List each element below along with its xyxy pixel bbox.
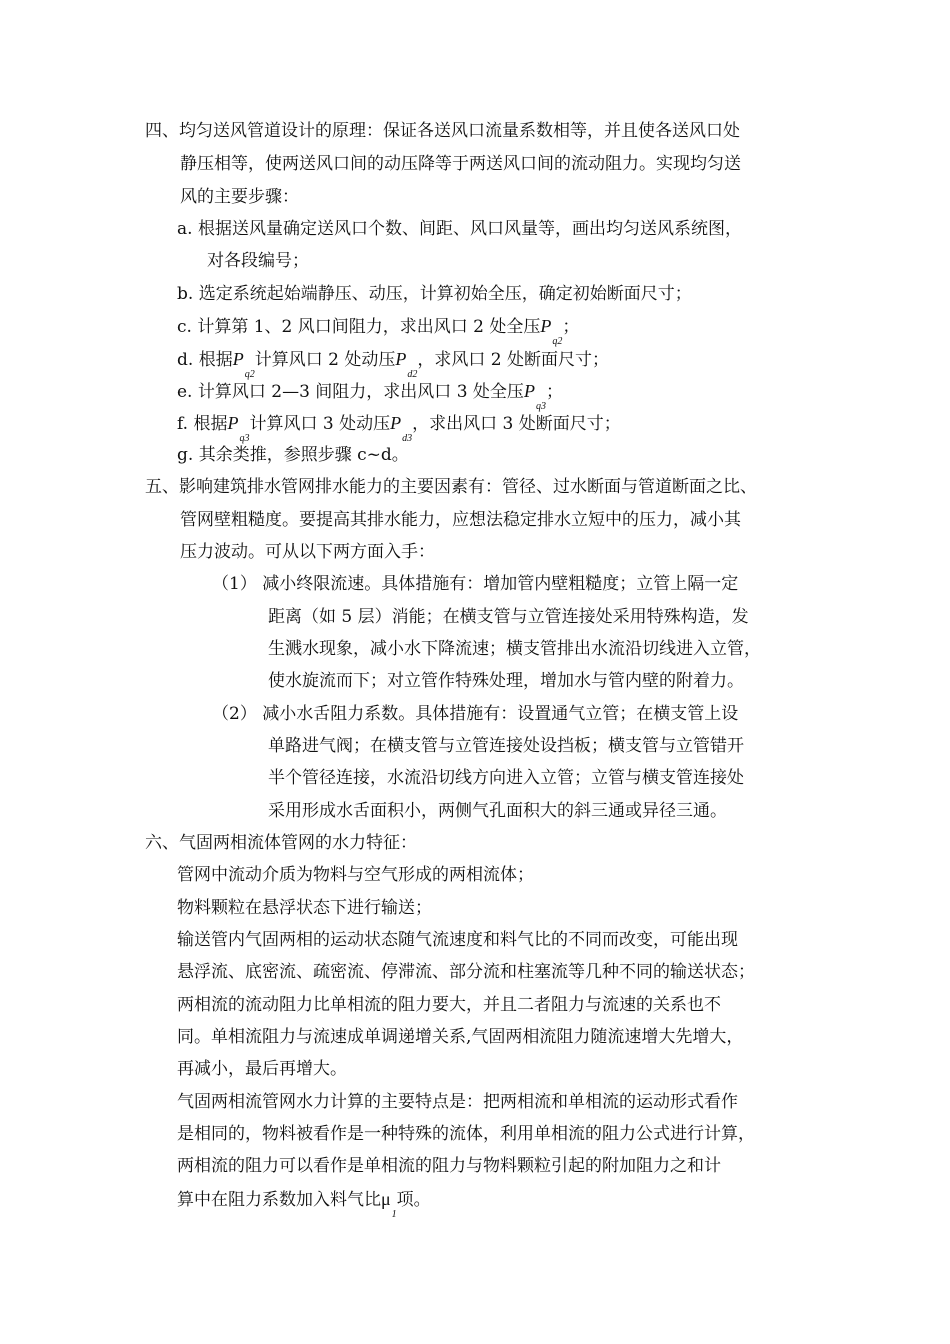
item-2-line-3: 半个管径连接，水流沿切线方向进入立管；立管与横支管连接处 xyxy=(268,768,744,788)
step-f xyxy=(177,412,621,444)
item-1-line-3: 生溅水现象，减小水下降流速；横支管排出水流沿切线进入立管， xyxy=(268,639,761,659)
step-e-text: e. 计算风口 2—3 间阻力，求出风口 3 处全压 xyxy=(177,382,524,402)
section-6-point-5-line-2: 是相同的，物料被看作是一种特殊的流体，利用单相流的阻力公式进行计算， xyxy=(177,1124,755,1144)
item-2-line-4: 采用形成水舌面积小，两侧气孔面积大的斜三通或异径三通。 xyxy=(268,801,727,821)
step-f-text-1: f. 根据 xyxy=(177,414,228,434)
section-5-line-1: 五、影响建筑排水管网排水能力的主要因素有：管径、过水断面与管道断面之比、 xyxy=(145,477,757,497)
step-f-text-2: 计算风口 3 处动压 xyxy=(249,414,391,434)
item-1-line-1: （1） 减小终限流速。具体措施有：增加管内壁粗糙度；立管上隔一定 xyxy=(212,574,739,594)
step-d-text-3: ，求风口 2 处断面尺寸； xyxy=(417,350,609,370)
step-f-text-3: ，求出风口 3 处断面尺寸； xyxy=(412,414,621,434)
section-6-point-5-end: 项。 xyxy=(396,1190,431,1210)
subscript-q3: q3 xyxy=(535,401,546,412)
section-6-point-2: 物料颗粒在悬浮状态下进行输送； xyxy=(177,898,432,918)
step-c-end: ； xyxy=(562,317,580,337)
section-5-line-3: 压力波动。可从以下两方面入手： xyxy=(180,542,435,562)
item-2-line-1: （2） 减小水舌阻力系数。具体措施有：设置通气立管；在横支管上设 xyxy=(212,704,739,724)
section-6-point-5-line-3: 两相流的阻力可以看作是单相流的阻力与物料颗粒引起的附加阻力之和计 xyxy=(177,1156,721,1176)
symbol-p: P xyxy=(232,349,244,369)
section-6-point-4-line-3: 再减小，最后再增大。 xyxy=(177,1059,347,1079)
section-6-point-5-text: 算中在阻力系数加入料气比 xyxy=(177,1190,381,1210)
item-1-line-2: 距离（如 5 层）消能；在横支管与立管连接处采用特殊构造，发 xyxy=(268,607,749,627)
section-6-point-4-line-1: 两相流的流动阻力比单相流的阻力要大，并且二者阻力与流速的关系也不 xyxy=(177,995,721,1015)
section-6-point-5-line-4 xyxy=(177,1188,431,1220)
item-2-line-2: 单路进气阀；在横支管与立管连接处设挡板；横支管与立管错开 xyxy=(268,736,744,756)
step-a-line-1: a. 根据送风量确定送风口个数、间距、风口风量等，画出均匀送风系统图， xyxy=(177,219,742,239)
section-4-line-1: 四、均匀送风管道设计的原理：保证各送风口流量系数相等，并且使各送风口处 xyxy=(145,121,740,141)
section-5-line-2: 管网壁粗糙度。要提高其排水能力，应想法稳定排水立短中的压力，减小其 xyxy=(180,510,741,530)
step-d xyxy=(177,348,609,380)
section-6-point-1: 管网中流动介质为物料与空气形成的两相流体； xyxy=(177,865,534,885)
symbol-p: P xyxy=(523,381,535,401)
subscript-1: 1 xyxy=(391,1209,397,1220)
step-d-text-1: d. 根据 xyxy=(177,350,233,370)
section-6-heading: 六、气固两相流体管网的水力特征： xyxy=(145,833,417,853)
step-d-text-2: 计算风口 2 处动压 xyxy=(254,350,396,370)
section-6-point-4-line-2: 同。单相流阻力与流速成单调递增关系,气固两相流阻力随流速增大先增大， xyxy=(177,1027,744,1047)
subscript-d3: d3 xyxy=(402,433,413,444)
subscript-q3: q3 xyxy=(239,433,250,444)
symbol-p: P xyxy=(390,413,402,433)
step-a-line-2: 对各段编号； xyxy=(207,251,309,271)
section-4-line-2: 静压相等，使两送风口间的动压降等于两送风口间的流动阻力。实现均匀送 xyxy=(180,154,741,174)
section-6-point-3-line-1: 输送管内气固两相的运动状态随气流速度和料气比的不同而改变，可能出现 xyxy=(177,930,738,950)
symbol-p: P xyxy=(395,349,407,369)
section-4-line-3: 风的主要步骤： xyxy=(180,187,299,207)
symbol-p: P xyxy=(540,316,552,336)
step-c-text: c. 计算第 1、2 风口间阻力，求出风口 2 处全压 xyxy=(177,317,541,337)
subscript-q2: q2 xyxy=(244,369,255,380)
step-e-end: ； xyxy=(545,382,563,402)
section-6-point-3-line-2: 悬浮流、底密流、疏密流、停滞流、部分流和柱塞流等几种不同的输送状态； xyxy=(177,962,755,982)
subscript-q2: q2 xyxy=(552,336,563,347)
symbol-mu: μ xyxy=(381,1189,391,1209)
step-e xyxy=(177,380,563,412)
step-c xyxy=(177,315,580,347)
item-1-line-4: 使水旋流而下；对立管作特殊处理，增加水与管内壁的附着力。 xyxy=(268,671,744,691)
step-b: b. 选定系统起始端静压、动压，计算初始全压，确定初始断面尺寸； xyxy=(177,284,692,304)
section-6-point-5-line-1: 气固两相流管网水力计算的主要特点是：把两相流和单相流的运动形式看作 xyxy=(177,1092,738,1112)
subscript-d2: d2 xyxy=(407,369,418,380)
symbol-p: P xyxy=(227,413,239,433)
step-g: g. 其余类推，参照步骤 c~d。 xyxy=(177,445,409,465)
